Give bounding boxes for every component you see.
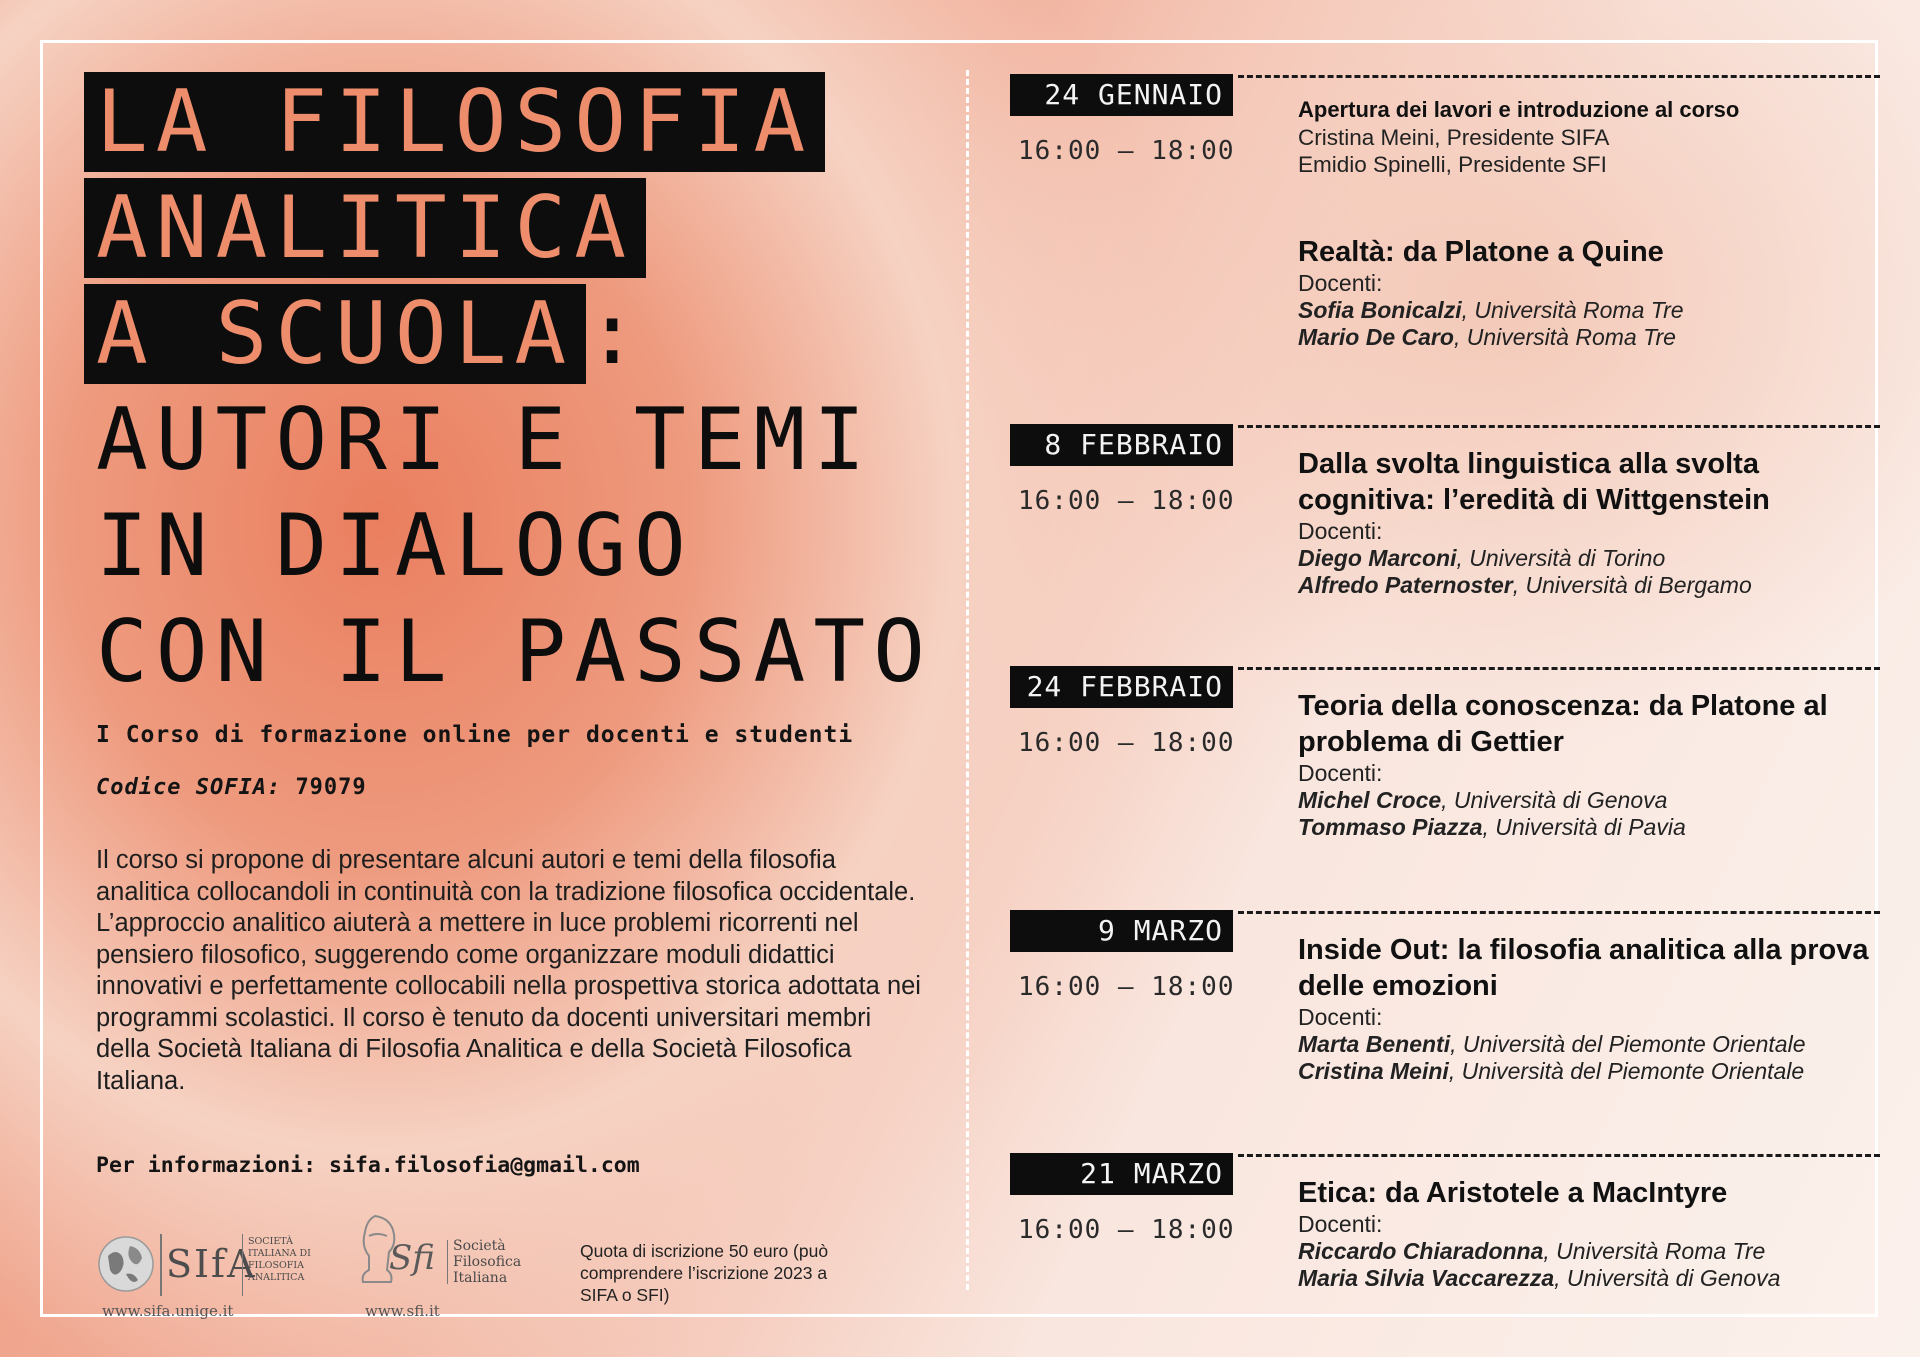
title-colon: : — [586, 284, 646, 384]
sifa-mark: SIfA — [166, 1242, 257, 1286]
session-time: 16:00 – 18:00 — [1018, 972, 1235, 1002]
sifa-name: SOCIETÀ ITALIANA DI FILOSOFIA ANALITICA — [248, 1236, 311, 1283]
docenti-label: Docenti: — [1298, 270, 1383, 296]
teacher — [1298, 1238, 1888, 1265]
session-divider — [1238, 75, 1880, 78]
teacher — [1298, 545, 1888, 572]
sifa-globe-icon — [96, 1234, 156, 1294]
docenti-label: Docenti: — [1298, 1211, 1383, 1237]
session-title: Teoria della conoscenza: da Platone al problema di Gettier — [1298, 690, 1828, 758]
poster-title — [84, 72, 933, 708]
teacher-name: Riccardo Chiaradonna — [1298, 1238, 1544, 1264]
session-content — [1298, 688, 1888, 841]
docenti-label: Docenti: — [1298, 1004, 1383, 1030]
opening-speaker: Cristina Meini, Presidente SIFA — [1298, 125, 1610, 150]
session-title: Realtà: da Platone a Quine — [1298, 236, 1664, 268]
teacher-name: Tommaso Piazza — [1298, 814, 1483, 840]
opening-title: Apertura dei lavori e introduzione al corso — [1298, 97, 1740, 122]
session-content — [1298, 1175, 1888, 1292]
title-line-1: LA FILOSOFIA — [84, 72, 825, 172]
teacher-name: Maria Silvia Vaccarezza — [1298, 1265, 1555, 1291]
sfi-logo — [355, 1212, 525, 1320]
teacher-affiliation: , Università di Pavia — [1482, 814, 1686, 840]
teacher-name: Cristina Meini — [1298, 1058, 1449, 1084]
teacher — [1298, 324, 1888, 351]
session-divider — [1238, 425, 1880, 428]
sifa-logo — [96, 1230, 326, 1320]
sfi-mark: Sfi — [389, 1238, 435, 1278]
title-line-3: A SCUOLA — [84, 284, 586, 384]
title-line-2: ANALITICA — [84, 178, 646, 278]
session-title: Dalla svolta linguistica alla svolta cognitiva: l’eredità di Wittgenstein — [1298, 448, 1770, 516]
session-divider — [1238, 911, 1880, 914]
teacher-name: Sofia Bonicalzi — [1298, 297, 1462, 323]
teacher-name: Marta Benenti — [1298, 1031, 1451, 1057]
teacher — [1298, 1031, 1888, 1058]
sofia-code-value: 79079 — [295, 775, 367, 800]
teacher-name: Mario De Caro — [1298, 324, 1454, 350]
teacher-affiliation: , Università Roma Tre — [1461, 297, 1684, 323]
contact-email[interactable]: sifa.filosofia@gmail.com — [329, 1153, 640, 1178]
contact-info — [96, 1153, 640, 1178]
session-content — [1298, 932, 1888, 1085]
title-line-6: CON IL PASSATO — [96, 602, 933, 702]
docenti-label: Docenti: — [1298, 760, 1383, 786]
session-date: 21 MARZO — [1010, 1153, 1233, 1195]
session-date: 9 MARZO — [1010, 910, 1233, 952]
sofia-code — [96, 775, 367, 800]
teacher-affiliation: , Università del Piemonte Orientale — [1450, 1031, 1806, 1057]
teacher-affiliation: , Università di Torino — [1456, 545, 1666, 571]
session-time: 16:00 – 18:00 — [1018, 486, 1235, 516]
session-divider — [1238, 667, 1880, 670]
session-date: 24 FEBBRAIO — [1010, 666, 1233, 708]
sofia-code-label: Codice SOFIA: — [96, 775, 282, 800]
session-title: Inside Out: la filosofia analitica alla prova delle emozioni — [1298, 934, 1869, 1002]
teacher-name: Alfredo Paternoster — [1298, 572, 1513, 598]
teacher — [1298, 814, 1888, 841]
opening-speaker: Emidio Spinelli, Presidente SFI — [1298, 152, 1607, 177]
session-date: 8 FEBBRAIO — [1010, 424, 1233, 466]
sifa-url[interactable]: www.sifa.unige.it — [102, 1302, 234, 1320]
sfi-url[interactable]: www.sfi.it — [365, 1302, 440, 1320]
teacher-affiliation: , Università di Bergamo — [1512, 572, 1752, 598]
teacher-affiliation: , Università di Genova — [1441, 787, 1668, 813]
session-content — [1298, 96, 1888, 351]
teacher-affiliation: , Università di Genova — [1554, 1265, 1781, 1291]
session-date: 24 GENNAIO — [1010, 74, 1233, 116]
session-content — [1298, 446, 1888, 599]
course-subtitle: I Corso di formazione online per docenti e studenti — [96, 722, 854, 748]
title-line-5: IN DIALOGO — [96, 496, 694, 596]
session-time: 16:00 – 18:00 — [1018, 728, 1235, 758]
contact-label: Per informazioni: — [96, 1153, 317, 1178]
teacher — [1298, 1265, 1888, 1292]
session-time: 16:00 – 18:00 — [1018, 136, 1235, 166]
title-line-4: AUTORI E TEMI — [96, 390, 874, 490]
teacher-name: Diego Marconi — [1298, 545, 1457, 571]
teacher — [1298, 787, 1888, 814]
teacher-affiliation: , Università Roma Tre — [1543, 1238, 1766, 1264]
docenti-label: Docenti: — [1298, 518, 1383, 544]
teacher — [1298, 572, 1888, 599]
session-divider — [1238, 1154, 1880, 1157]
registration-fee: Quota di iscrizione 50 euro (può comprendere l’iscrizione 2023 a SIFA o SFI) — [580, 1241, 829, 1305]
teacher-affiliation: , Università del Piemonte Orientale — [1448, 1058, 1805, 1084]
teacher-name: Michel Croce — [1298, 787, 1442, 813]
session-time: 16:00 – 18:00 — [1018, 1215, 1235, 1245]
teacher-affiliation: , Università Roma Tre — [1453, 324, 1676, 350]
sfi-name: Società Filosofica Italiana — [453, 1238, 522, 1286]
teacher — [1298, 297, 1888, 324]
teacher — [1298, 1058, 1888, 1085]
session-title: Etica: da Aristotele a MacIntyre — [1298, 1177, 1728, 1209]
course-description: Il corso si propone di presentare alcuni autori e temi della filosofia analitica collocandoli in continuità con la tradizione filosofica occidentale. L’approccio analitico aiuterà a mettere in luce problemi ricorrenti nel pensiero filosofico, suggerendo come organizzare moduli didattici innovativi e perfettamente collocabili nella prospettiva storica adottata nei programmi scolastici. Il corso è tenuto da docenti universitari membri della Società Italiana di Filosofia Analitica e della Società Filosofica Italiana. — [96, 846, 921, 1095]
column-divider — [966, 70, 969, 1290]
